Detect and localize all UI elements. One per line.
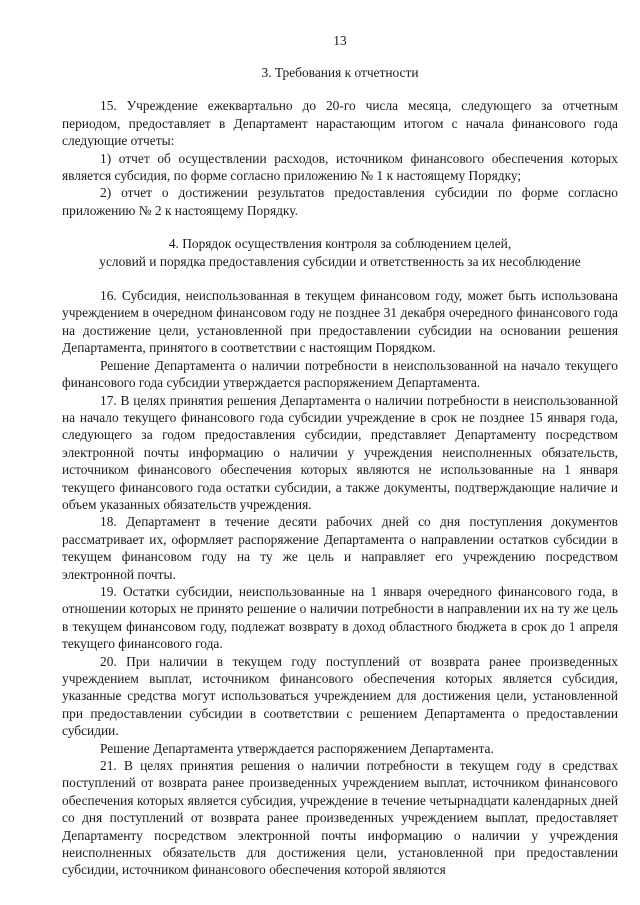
paragraph-20: 20. При наличии в текущем году поступлений от возврата ранее произведенных учреждением выплат, источником финансового обеспечения которых является субсидия, указанные средства могут использоваться учреждением для достижения цели, установленной при предоставлении субсидии в соответствии с решением Департамента о предоставлении субсидии.	[62, 653, 618, 739]
section-4-heading	[62, 235, 618, 270]
section-3-heading: 3. Требования к отчетности	[261, 65, 419, 80]
paragraph-17: 17. В целях принятия решения Департамента о наличии потребности в неиспользованной на начало текущего финансового года субсидии учреждение в срок не позднее 15 января года, следующего за годом предоставления субсидии, представляет Департаменту посредством электронной почты информацию о наличии у учреждения неисполненных обязательств, источником финансового обеспечения которых являются не использованные на 1 января текущего финансового года остатки субсидии, а также документы, подтверждающие наличие и объем указанных обязательств учреждения.	[62, 392, 618, 512]
paragraph-15-item-2: 2) отчет о достижении результатов предоставления субсидии по форме согласно приложению № 2 к настоящему Порядку.	[62, 185, 618, 218]
paragraph-16: 16. Субсидия, неиспользованная в текущем финансовом году, может быть использована учреждением в очередном финансовом году не позднее 31 декабря очередного финансового года на достижение цели, установленной при предоставлении субсидии на основании решения Департамента, принятого в соответствии с настоящим Порядком.	[62, 288, 618, 356]
paragraph-15: 15. Учреждение ежеквартально до 20-го числа месяца, следующего за отчетным периодом, предоставляет в Департамент нарастающим итогом с начала финансового года следующие отчеты:	[62, 98, 618, 149]
document-page	[62, 32, 618, 879]
section-4-heading-line-2: условий и порядка предоставления субсидии и ответственность за их несоблюдение	[99, 253, 581, 269]
paragraph-21: 21. В целях принятия решения о наличии потребности в текущем году в средствах поступлений от возврата ранее произведенных учреждением выплат, источником финансового обеспечения которых является субсидия, учреждение в течение четырнадцати календарных дней со дня поступлений от возврата ранее произведенных учреждением выплат, предоставляет Департаменту посредством электронной почты информацию о наличии у учреждения неисполненных обязательств для достижения цели, установленной при предоставлении субсидии, источником финансового обеспечения которой являются	[62, 758, 618, 878]
section-4-heading-line-1: 4. Порядок осуществления контроля за соблюдением целей,	[168, 236, 512, 252]
paragraph-15-item-1: 1) отчет об осуществлении расходов, источником финансового обеспечения которых является субсидия, по форме согласно приложению № 1 к настоящему Порядку;	[62, 150, 618, 184]
paragraph-19: 19. Остатки субсидии, неиспользованные на 1 января очередного финансового года, в отношении которых не принято решение о наличии потребности в направлении их на ту же цель в текущем финансовом году, подлежат возврату в доход областного бюджета в срок до 1 апреля текущего финансового года.	[62, 583, 618, 652]
paragraph-20-decision: Решение Департамента утверждается распоряжением Департамента.	[100, 740, 494, 756]
paragraph-16-decision: Решение Департамента о наличии потребности в неиспользованной на начало текущего финансового года субсидии утверждается распоряжением Департамента.	[62, 357, 618, 391]
paragraph-18: 18. Департамент в течение десяти рабочих дней со дня поступления документов рассматривает их, оформляет распоряжение Департамента о направлении остатков субсидии в текущем финансовом году на ту же цель и направляет его учреждению посредством электронной почты.	[62, 514, 618, 582]
page-number: 13	[333, 33, 347, 48]
